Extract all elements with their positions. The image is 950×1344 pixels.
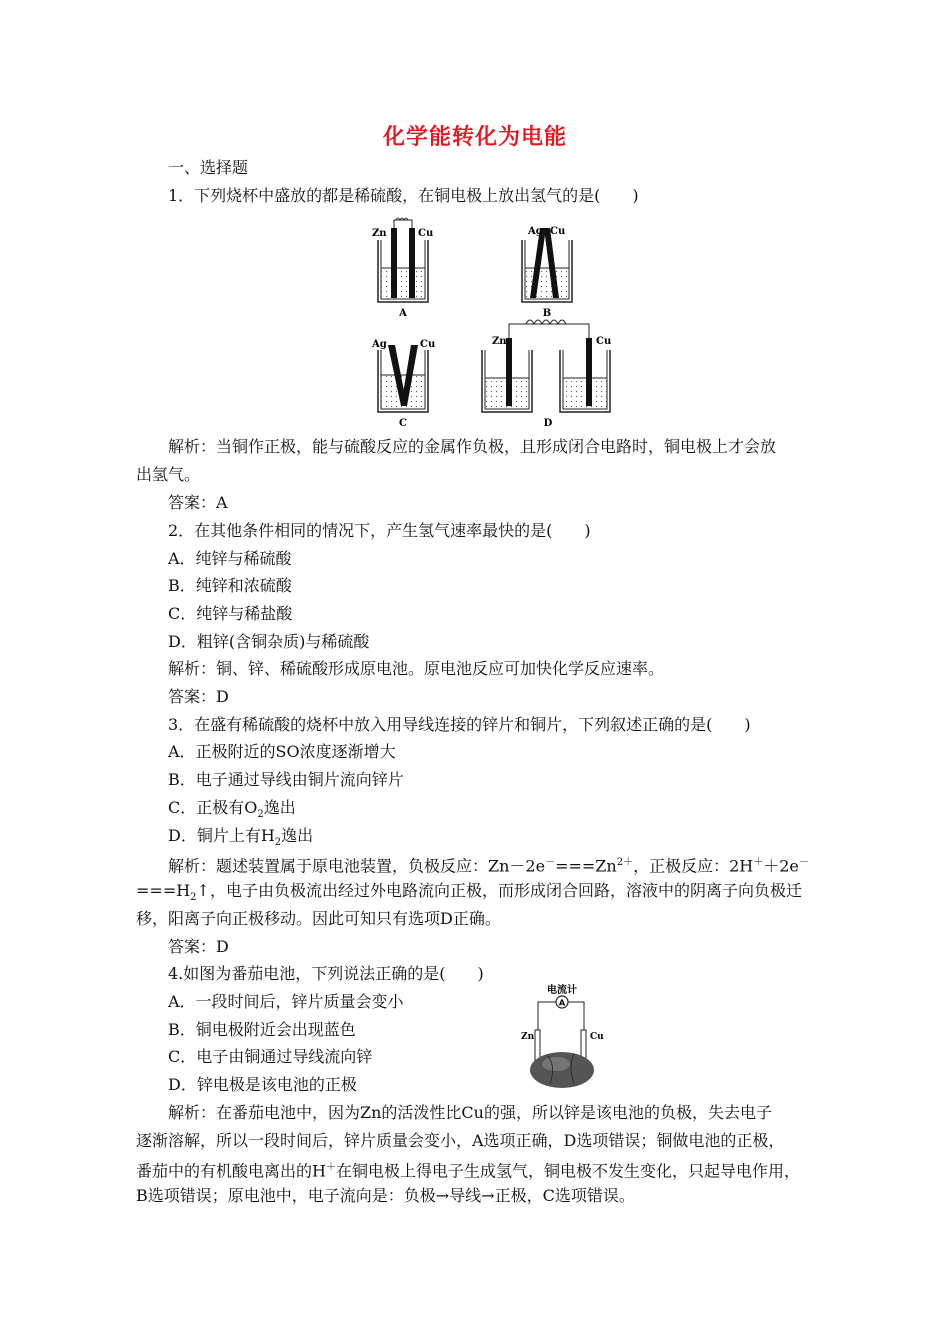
label-b-left: Ag <box>528 226 543 237</box>
question-3-stem: 3．在盛有稀硫酸的烧杯中放入用导线连接的锌片和铜片，下列叙述正确的是( ) <box>168 715 751 734</box>
page-title: 化学能转化为电能 <box>382 124 567 150</box>
question-3-option-d: D．铜片上有$H_2$逸出 <box>168 826 314 849</box>
beaker-c <box>371 339 435 429</box>
question-3-option-c: C．正极有$O_2$逸出 <box>168 798 296 821</box>
question-4-option-a: A．一段时间后，锌片质量会变小 <box>168 992 404 1011</box>
question-3-analysis: 解析：题述装置属于原电池装置，负极反应：$Zn-2e^-===Zn^{2+}$，正极反应：2H＋＋2e－ <box>168 856 809 876</box>
question-2-option-c: C．纯锌与稀盐酸 <box>168 604 293 623</box>
label-zn: Zn <box>521 1032 535 1042</box>
question-4-option-d: D．锌电极是该电池的正极 <box>168 1075 357 1094</box>
question-2-option-d: D．粗锌(含铜杂质)与稀硫酸 <box>168 632 370 651</box>
ammeter-symbol: A <box>558 998 566 1008</box>
question-3-option-b: B．电子通过导线由铜片流向锌片 <box>168 770 404 789</box>
question-4-option-b: B．铜电极附近会出现蓝色 <box>168 1020 356 1039</box>
ammeter-label: 电流计 <box>547 985 577 996</box>
label-b-right: Cu <box>550 226 566 237</box>
question-1-analysis: 解析：当铜作正极，能与硫酸反应的金属作负极，且形成闭合电路时，铜电极上才会放 <box>168 437 777 456</box>
label-a-right: Cu <box>418 228 434 239</box>
question-3-analysis-end: 移，阳离子向正极移动。因此可知只有选项D正确。 <box>136 909 501 928</box>
question-3-option-a: A．正极附近的SO浓度逐渐增大 <box>168 742 396 761</box>
question-1-answer: 答案：A <box>168 493 228 512</box>
beaker-d <box>482 320 611 429</box>
label-c-right: Cu <box>420 339 436 350</box>
question-1-analysis-cont: 出氢气。 <box>136 465 201 484</box>
question-4-analysis: 解析：在番茄电池中，因为Zn的活泼性比Cu的强，所以锌是该电池的负极，失去电子 <box>168 1103 772 1122</box>
section-heading: 一、选择题 <box>168 158 249 177</box>
question-3-answer: 答案：D <box>168 937 229 956</box>
question-4-option-c: C．电子由铜通过导线流向锌 <box>168 1047 373 1066</box>
question-2-answer: 答案：D <box>168 687 229 706</box>
beaker-a <box>372 218 433 319</box>
question-4-analysis-end: B选项错误；原电池中，电子流向是：负极→导线→正极，C选项错误。 <box>136 1186 635 1205</box>
tomato-battery-figure <box>518 982 610 1090</box>
label-a-left: Zn <box>372 228 387 239</box>
caption-a: A <box>399 308 407 319</box>
question-2-option-a: A．纯锌与稀硫酸 <box>168 549 292 568</box>
question-1-figure <box>360 210 630 440</box>
label-cu: Cu <box>590 1032 604 1042</box>
caption-d: D <box>543 418 553 429</box>
question-4-stem: 4.如图为番茄电池，下列说法正确的是( ) <box>168 964 484 983</box>
question-2-analysis: 解析：铜、锌、稀硫酸形成原电池。原电池反应可加快化学反应速率。 <box>168 659 665 678</box>
question-4-analysis-cont-2: 番茄中的有机酸电离出的H＋在铜电极上得电子生成氢气，铜电极不发生变化，只起导电作用， <box>136 1161 800 1181</box>
label-d-left: Zn <box>492 336 507 347</box>
caption-c: C <box>399 418 407 429</box>
question-4-analysis-cont-1: 逐渐溶解，所以一段时间后，锌片质量会变小，A选项正确，D选项错误；铜做电池的正极， <box>136 1131 785 1150</box>
question-2-option-b: B．纯锌和浓硫酸 <box>168 576 292 595</box>
beaker-b <box>522 226 572 319</box>
label-d-right: Cu <box>596 336 612 347</box>
question-1-stem: 1．下列烧杯中盛放的都是稀硫酸，在铜电极上放出氢气的是( ) <box>168 186 639 205</box>
label-c-left: Ag <box>372 339 387 350</box>
question-3-analysis-cont: $===H_2↑$，电子由负极流出经过外电路流向正极，而形成闭合回路，溶液中的阴离子向负极迁 <box>136 881 802 904</box>
question-2-stem: 2．在其他条件相同的情况下，产生氢气速率最快的是( ) <box>168 521 591 540</box>
caption-b: B <box>542 308 552 319</box>
